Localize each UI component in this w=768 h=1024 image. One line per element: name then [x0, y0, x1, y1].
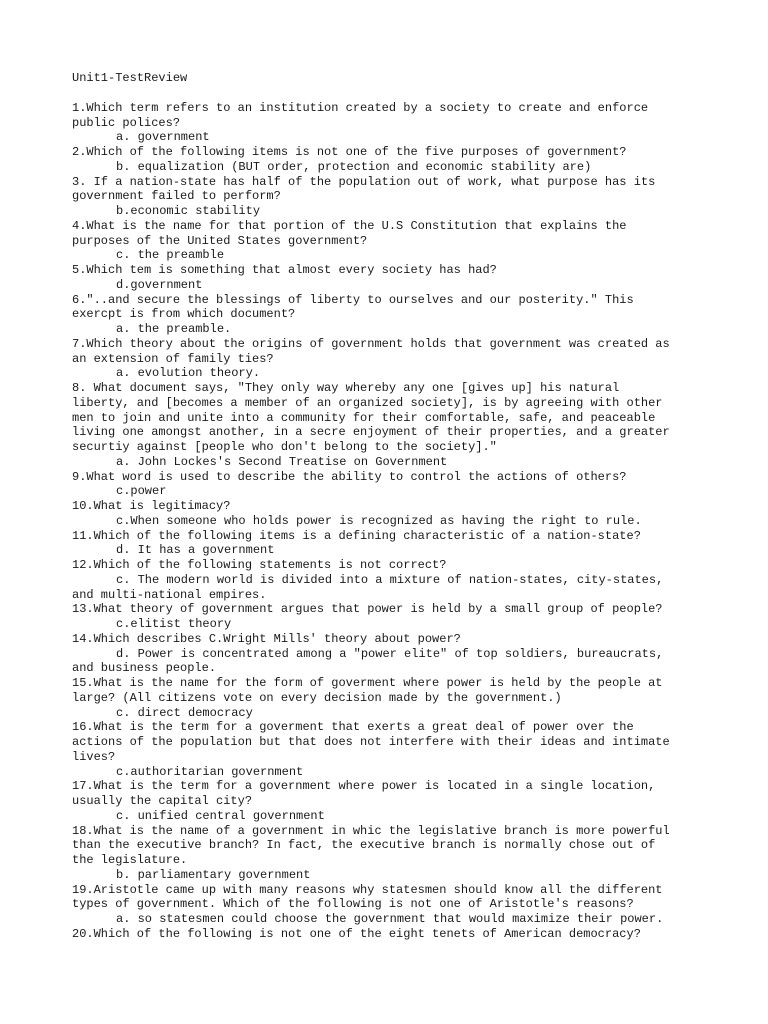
answer-line: c.authoritarian government [116, 764, 304, 779]
answer-line: c.power [116, 484, 167, 499]
answer-line: d. It has a government [116, 543, 275, 558]
question-line: securtiy against [people who don't belong to the society]." [72, 440, 497, 454]
question-line: 6."..and secure the blessings of liberty to ourselves and our posterity." This [72, 292, 634, 307]
question-line: 9.What word is used to describe the ability to control the actions of others? [72, 469, 627, 484]
question-line: 15.What is the name for the form of goverment where power is held by the people at [72, 676, 663, 690]
question-line: 20.Which of the following is not one of the eight tenets of American democracy? [72, 926, 641, 941]
question-line: 8. What document says, "They only way whereby any one [gives up] his natural [72, 381, 620, 395]
question-line: 10.What is legitimacy? [72, 499, 231, 513]
question-line: 16.What is the term for a goverment that exerts a great deal of power over the [72, 720, 634, 735]
document-title: Unit1-TestReview [72, 71, 188, 85]
answer-line: b. parliamentary government [116, 867, 311, 882]
answer-line: c. The modern world is divided into a mixture of nation-states, city-states, [116, 572, 664, 587]
question-line: and multi-national empires. [72, 587, 267, 602]
question-line: 5.Which tem is something that almost every society has had? [72, 263, 497, 277]
question-line: 19.Aristotle came up with many reasons why statesmen should know all the different [72, 882, 663, 897]
question-line: 1.Which term refers to an institution created by a society to create and enforce [72, 100, 649, 115]
answer-line: c.elitist theory [116, 617, 232, 631]
question-line: and business people. [72, 661, 217, 676]
question-line: 14.Which describes C.Wright Mills' theory about power? [72, 631, 461, 646]
answer-line: c. direct democracy [116, 705, 253, 720]
question-line: lives? [72, 749, 116, 764]
question-line: than the executive branch? In fact, the executive branch is normally chose out of [72, 838, 656, 853]
document-body [72, 101, 708, 942]
answer-line: c. unified central government [116, 808, 325, 823]
question-line: government failed to perform? [72, 189, 281, 204]
question-line: usually the capital city? [72, 794, 253, 808]
answer-line: d. Power is concentrated among a "power elite" of top soldiers, bureaucrats, [116, 646, 664, 661]
answer-line: b. equalization (BUT order, protection and economic stability are) [116, 159, 592, 174]
question-line: public polices? [72, 115, 181, 130]
question-line: types of government. Which of the following is not one of Aristotle's reasons? [72, 897, 634, 912]
question-line: actions of the population but that does not interfere with their ideas and intimate [72, 735, 670, 749]
question-line: purposes of the United States government? [72, 233, 368, 248]
answer-line: a. government [116, 130, 210, 145]
question-line: exercpt is from which document? [72, 307, 296, 322]
question-line: 13.What theory of government argues that power is held by a small group of people? [72, 602, 663, 617]
answer-line: a. so statesmen could choose the government that would maximize their power. [116, 912, 664, 926]
question-line: 12.Which of the following statements is not correct? [72, 558, 447, 572]
question-line: living one amongst another, in a secre enjoyment of their properties, and a greater [72, 425, 670, 440]
question-line: the legislature. [72, 853, 188, 867]
question-line: men to join and unite into a community for their comfortable, safe, and peaceable [72, 410, 656, 425]
question-line: an extension of family ties? [72, 351, 274, 366]
answer-line: b.economic stability [116, 204, 261, 218]
question-line: 2.Which of the following items is not one of the five purposes of government? [72, 145, 627, 159]
answer-line: a. evolution theory. [116, 366, 261, 381]
question-line: 11.Which of the following items is a defining characteristic of a nation-state? [72, 528, 641, 543]
question-line: 7.Which theory about the origins of government holds that government was created as [72, 336, 670, 351]
question-line: 3. If a nation-state has half of the population out of work, what purpose has its [72, 174, 656, 189]
question-line: 4.What is the name for that portion of the U.S Constitution that explains the [72, 218, 627, 233]
answer-line: a. the preamble. [116, 322, 232, 336]
question-line: large? (All citizens vote on every decision made by the government.) [72, 690, 562, 705]
answer-line: d.government [116, 277, 203, 292]
question-line: 17.What is the term for a government where power is located in a single location, [72, 779, 656, 794]
question-line: liberty, and [becomes a member of an organized society], is by agreeing with other [72, 395, 663, 410]
answer-line: c.When someone who holds power is recognized as having the right to rule. [116, 513, 642, 528]
answer-line: c. the preamble [116, 248, 225, 263]
question-line: 18.What is the name of a government in whic the legislative branch is more powerful [72, 823, 670, 838]
answer-line: a. John Lockes's Second Treatise on Government [116, 454, 448, 469]
